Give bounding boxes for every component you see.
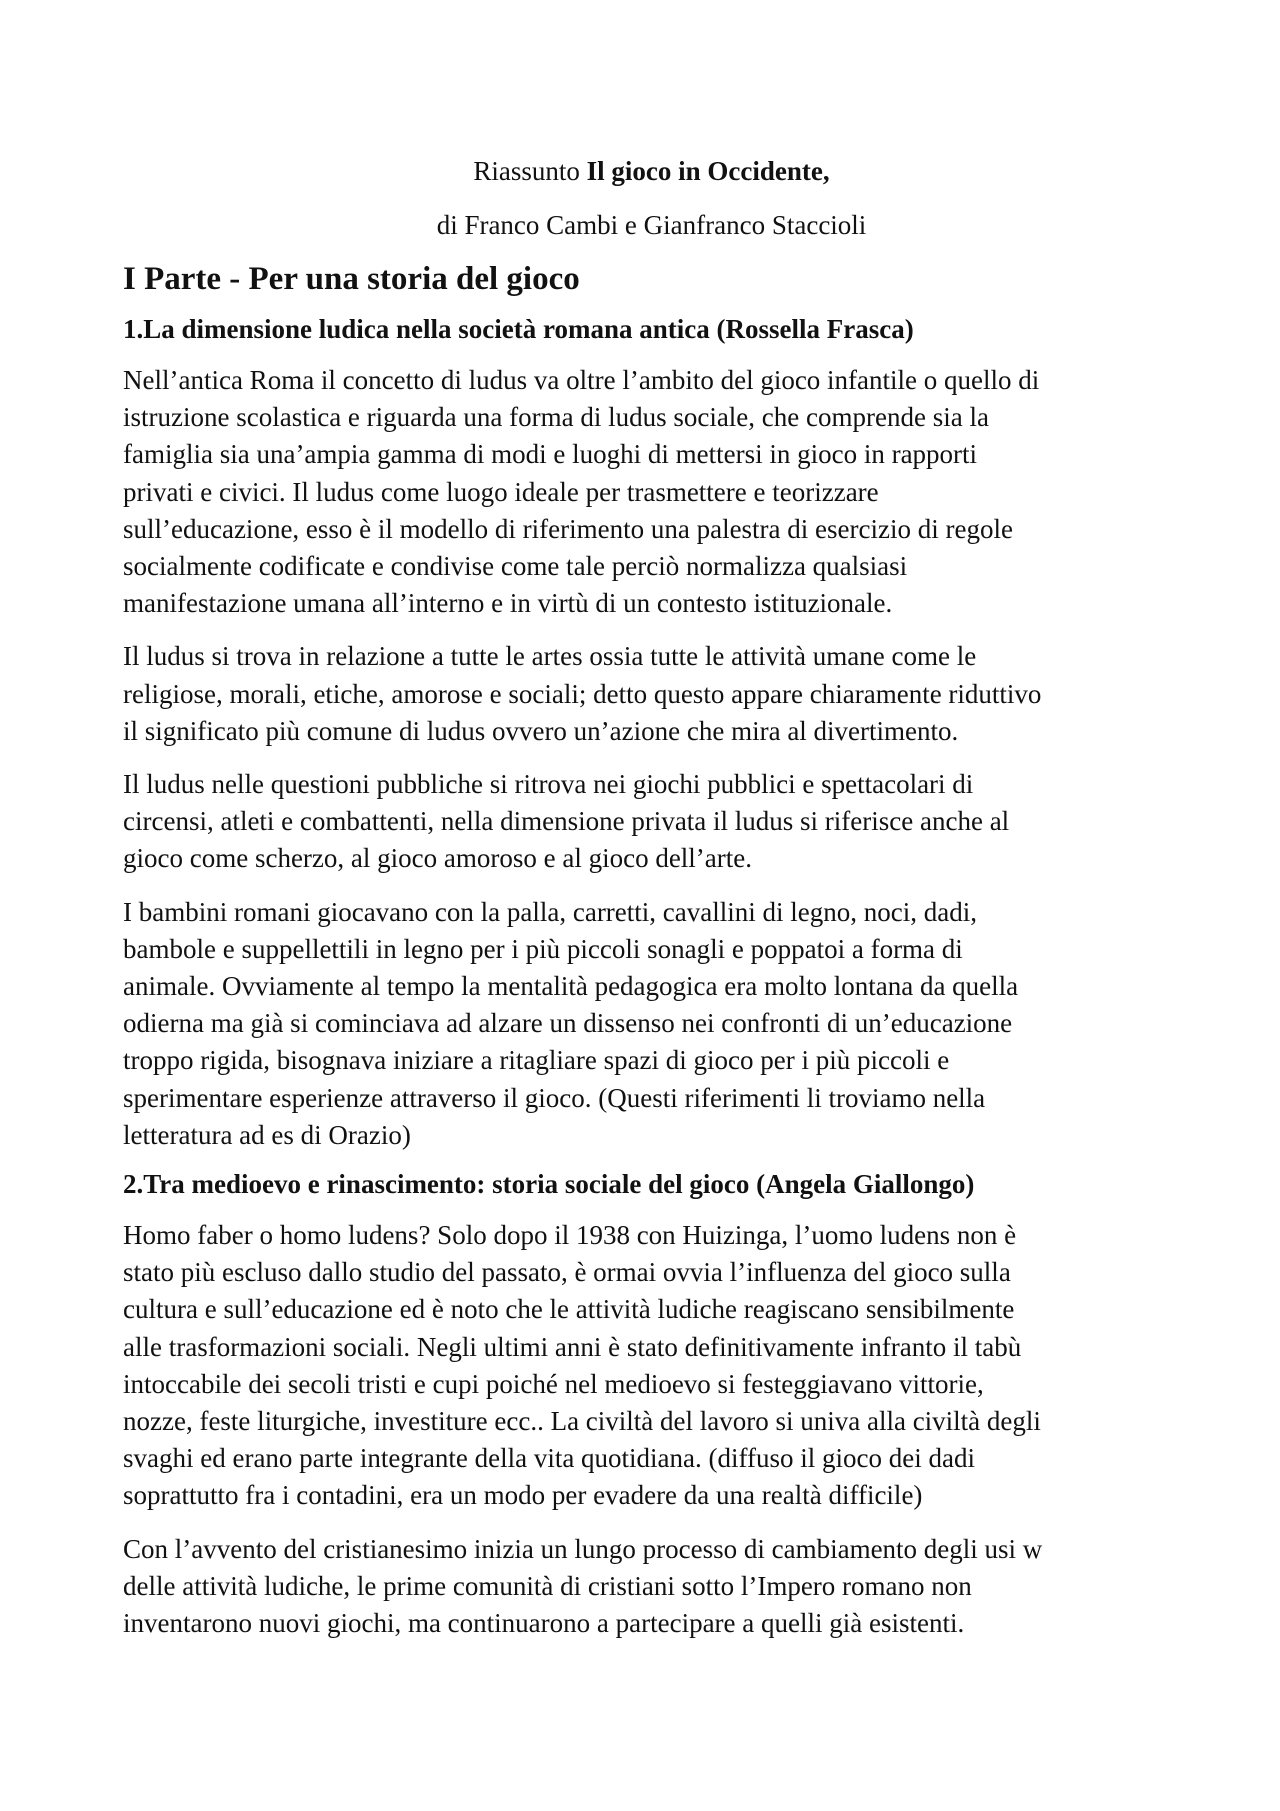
- paragraph-line: famiglia sia una’ampia gamma di modi e luoghi di mettersi in gioco in rapporti: [123, 439, 978, 470]
- paragraph-line: svaghi ed erano parte integrante della vita quotidiana. (diffuso il gioco dei dadi: [123, 1443, 975, 1474]
- paragraph-line: cultura e sull’educazione ed è noto che le attività ludiche reagiscano sensibilmente: [123, 1294, 1015, 1325]
- paragraph-line: gioco come scherzo, al gioco amoroso e al gioco dell’arte.: [123, 843, 753, 874]
- paragraph-line: soprattutto fra i contadini, era un modo per evadere da una realtà difficile): [123, 1480, 923, 1511]
- paragraph-line: privati e civici. Il ludus come luogo ideale per trasmettere e teorizzare: [123, 476, 879, 507]
- paragraph-line: stato più escluso dallo studio del passato, è ormai ovvia l’influenza del gioco sulla: [123, 1257, 1011, 1288]
- paragraph-line: delle attività ludiche, le prime comunità di cristiani sotto l’Impero romano non: [123, 1570, 972, 1601]
- document-title: [123, 155, 1160, 187]
- paragraph-line: bambole e suppellettili in legno per i più piccoli sonagli e poppatoi a forma di: [123, 933, 963, 964]
- paragraph-line: sperimentare esperienze attraverso il gioco. (Questi riferimenti li troviamo nella: [123, 1082, 986, 1113]
- paragraph-line: intoccabile dei secoli tristi e cupi poiché nel medioevo si festeggiavano vittorie,: [123, 1368, 984, 1399]
- paragraph-line: letteratura ad es di Orazio): [123, 1119, 411, 1150]
- title-book-name: Il gioco in Occidente,: [586, 156, 830, 186]
- paragraph: [123, 362, 1160, 622]
- paragraph: [123, 1531, 1160, 1643]
- paragraph: [123, 766, 1160, 878]
- paragraph: [123, 638, 1160, 750]
- paragraph-line: il significato più comune di ludus ovvero un’azione che mira al divertimento.: [123, 715, 959, 746]
- paragraph-line: sull’educazione, esso è il modello di riferimento una palestra di esercizio di regole: [123, 513, 1013, 544]
- paragraph-line: socialmente codificate e condivise come tale perciò normalizza qualsiasi: [123, 551, 908, 582]
- title-prefix: Riassunto: [473, 156, 587, 186]
- paragraph-line: istruzione scolastica e riguarda una forma di ludus sociale, che comprende sia la: [123, 402, 989, 433]
- paragraph-line: I bambini romani giocavano con la palla, carretti, cavallini di legno, noci, dadi,: [123, 896, 977, 927]
- paragraph-line: troppo rigida, bisognava iniziare a ritagliare spazi di gioco per i più piccoli e: [123, 1045, 950, 1076]
- document-authors: di Franco Cambi e Gianfranco Staccioli: [436, 210, 867, 240]
- paragraph-line: Nell’antica Roma il concetto di ludus va oltre l’ambito del gioco infantile o quello di: [123, 365, 1040, 395]
- section-heading-1: 1.La dimensione ludica nella società romana antica (Rossella Frasca): [123, 314, 914, 344]
- paragraph-line: circensi, atleti e combattenti, nella dimensione privata il ludus si riferisce anche al: [123, 806, 1010, 837]
- paragraph-line: animale. Ovviamente al tempo la mentalità pedagogica era molto lontana da quella: [123, 971, 1019, 1002]
- paragraph-line: Homo faber o homo ludens? Solo dopo il 1938 con Huizinga, l’uomo ludens non è: [123, 1220, 1017, 1251]
- paragraph-line: Con l’avvento del cristianesimo inizia un lungo processo di cambiamento degli usi w: [123, 1533, 1043, 1564]
- section-heading-2: 2.Tra medioevo e rinascimento: storia sociale del gioco (Angela Giallongo): [123, 1169, 975, 1200]
- paragraph-line: odierna ma già si cominciava ad alzare un dissenso nei confronti di un’educazione: [123, 1008, 1013, 1039]
- paragraph-line: manifestazione umana all’interno e in virtù di un contesto istituzionale.: [123, 588, 893, 619]
- paragraph-line: Il ludus si trova in relazione a tutte le artes ossia tutte le attività umane come le: [123, 641, 977, 672]
- paragraph-line: Il ludus nelle questioni pubbliche si ritrova nei giochi pubblici e spettacolari di: [123, 769, 974, 800]
- paragraph-line: inventarono nuovi giochi, ma continuarono a partecipare a quelli già esistenti.: [123, 1608, 965, 1639]
- paragraph: [123, 894, 1160, 1154]
- paragraph-line: alle trasformazioni sociali. Negli ultimi anni è stato definitivamente infranto il tabù: [123, 1331, 1022, 1362]
- part-heading: I Parte - Per una storia del gioco: [123, 261, 580, 297]
- paragraph: [123, 1217, 1160, 1515]
- paragraph-line: nozze, feste liturgiche, investiture ecc.. La civiltà del lavoro si univa alla civiltà degli: [123, 1406, 1041, 1437]
- paragraph-line: religiose, morali, etiche, amorose e sociali; detto questo appare chiaramente riduttivo: [123, 678, 1042, 709]
